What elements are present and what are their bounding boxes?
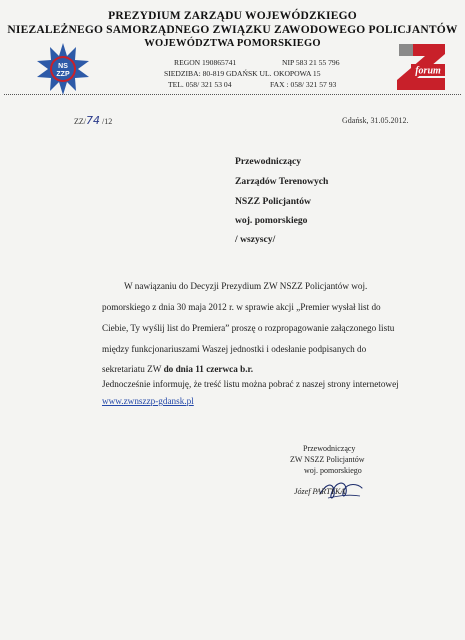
address-text: SIEDZIBA: 80-819 GDAŃSK UL. OKOPOWA 15 bbox=[164, 69, 321, 78]
website-link[interactable]: www.zwnszzp-gdansk.pl bbox=[102, 396, 194, 406]
svg-text:forum: forum bbox=[415, 65, 441, 77]
reference-handwritten-number: 74 bbox=[86, 114, 100, 127]
addressee-line-1: Przewodniczący bbox=[235, 156, 302, 167]
addressee-line-4: woj. pomorskiego bbox=[235, 215, 308, 226]
signatory-name: Józef PARTYKA bbox=[294, 487, 346, 496]
reference-number bbox=[74, 114, 112, 127]
body-line-5 bbox=[102, 364, 418, 374]
nszzp-star-logo bbox=[36, 42, 90, 96]
signatory-title-1: Przewodniczący bbox=[303, 444, 356, 453]
body-line-3: Ciebie, Ty wyślij list do Premiera” proszę o rozpropagowanie załączonego listu bbox=[102, 323, 395, 333]
org-name-line-1: PREZYDIUM ZARZĄDU WOJEWÓDZKIEGO bbox=[108, 10, 357, 22]
body-line-1: W nawiązaniu do Decyzji Prezydium ZW NSZZ Policjantów woj. bbox=[124, 281, 368, 291]
signatory-title-2: ZW NSZZ Policjantów bbox=[290, 455, 365, 464]
body-line-5-text: sekretariatu ZW bbox=[102, 364, 164, 374]
fax-text: FAX : 058/ 321 57 93 bbox=[270, 80, 337, 89]
body-line-6: Jednocześnie informuję, że treść listu można pobrać z naszej strony internetowej bbox=[102, 379, 399, 389]
svg-text:NS: NS bbox=[58, 63, 68, 70]
letter-date: Gdańsk, 31.05.2012. bbox=[342, 116, 409, 125]
z-forum-logo bbox=[393, 42, 449, 92]
header-divider bbox=[4, 94, 461, 95]
org-name-line-2: NIEZALEŻNEGO SAMORZĄDNEGO ZWIĄZKU ZAWODOWEGO POLICJANTÓW bbox=[7, 24, 458, 36]
nip-text: NIP 583 21 55 796 bbox=[282, 58, 340, 67]
regon-text: REGON 190865741 bbox=[174, 58, 237, 67]
addressee-line-3: NSZZ Policjantów bbox=[235, 196, 311, 207]
org-name-line-3: WOJEWÓDZTWA POMORSKIEGO bbox=[144, 38, 321, 49]
website-link-row bbox=[102, 396, 418, 406]
svg-text:ZZP: ZZP bbox=[56, 71, 70, 78]
deadline-text: do dnia 11 czerwca b.r. bbox=[163, 364, 254, 374]
addressee-line-5: / wszyscy/ bbox=[235, 234, 276, 245]
phone-text: TEL. 058/ 321 53 04 bbox=[168, 80, 232, 89]
reference-suffix: /12 bbox=[102, 117, 113, 126]
body-line-4: między funkcjonariuszami Waszej jednostki i odesłanie podpisanych do bbox=[102, 344, 367, 354]
signatory-title-3: woj. pomorskiego bbox=[304, 466, 362, 475]
body-line-2: pomorskiego z dnia 30 maja 2012 r. w sprawie akcji „Premier wysłał list do bbox=[102, 302, 381, 312]
addressee-line-2: Zarządów Terenowych bbox=[235, 176, 329, 187]
reference-prefix: ZZ/ bbox=[74, 117, 86, 126]
